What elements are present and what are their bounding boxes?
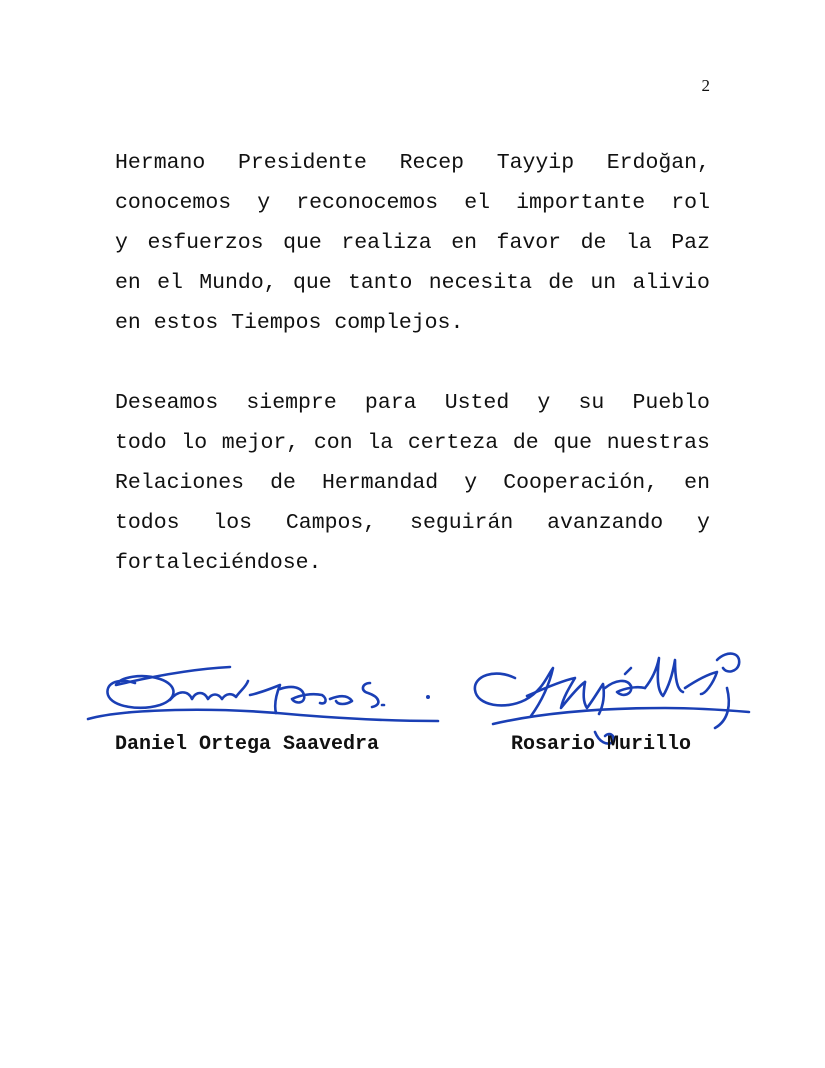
word: y — [464, 471, 478, 495]
text-line — [115, 143, 710, 183]
text-line — [115, 463, 710, 503]
text-line — [115, 543, 710, 583]
word: realiza — [341, 231, 432, 255]
word: Pueblo — [632, 391, 710, 415]
word: que — [553, 431, 593, 455]
word: mejor, — [221, 431, 300, 455]
word: avanzando — [547, 511, 664, 535]
word: lo — [181, 431, 208, 455]
word: el — [157, 271, 183, 295]
word: siempre — [246, 391, 337, 415]
word: todo — [115, 431, 167, 455]
word: un — [590, 271, 617, 295]
word: Paz — [671, 231, 710, 255]
text-line — [115, 183, 710, 223]
word: en — [115, 271, 141, 295]
word: alivio — [632, 271, 710, 295]
word: su — [578, 391, 605, 415]
word: y — [697, 511, 710, 535]
word: y — [537, 391, 551, 415]
signature-right-graphic — [465, 628, 755, 748]
word: necesita — [428, 271, 532, 295]
word: Erdoğan, — [606, 151, 710, 175]
word: que — [292, 271, 332, 295]
page-number: 2 — [701, 76, 710, 95]
word: esfuerzos — [147, 231, 264, 255]
text-line — [115, 223, 710, 263]
word: Mundo, — [199, 271, 277, 295]
word: Cooperación, — [503, 471, 659, 495]
word: de — [270, 471, 296, 495]
word: Usted — [444, 391, 510, 415]
word: y — [257, 191, 271, 215]
word: Hermano — [115, 151, 206, 175]
word: Recep — [399, 151, 465, 175]
signer-name-right: Rosario Murillo — [511, 733, 692, 756]
word: la — [367, 431, 394, 455]
word: de — [548, 271, 575, 295]
text-line — [115, 423, 710, 463]
word: de — [512, 431, 539, 455]
text-line — [115, 263, 710, 303]
word: que — [283, 231, 322, 255]
word: seguirán — [410, 511, 514, 535]
word: reconocemos — [296, 191, 439, 215]
word: certeza — [407, 431, 499, 455]
word: fortaleciéndose. — [115, 551, 322, 575]
word: nuestras — [606, 431, 710, 455]
word: importante — [516, 191, 646, 215]
word: en — [451, 231, 478, 255]
word: conocemos — [115, 191, 232, 215]
word: y — [115, 231, 128, 255]
word: Presidente — [237, 151, 367, 175]
word: para — [364, 391, 417, 415]
paragraph-wishes — [115, 383, 710, 583]
word: Campos, — [285, 511, 377, 535]
word: con — [313, 431, 353, 455]
word: el — [464, 191, 491, 215]
word: Relaciones — [115, 471, 245, 495]
text-line — [115, 383, 710, 423]
word: en — [684, 471, 710, 495]
word: todos — [115, 511, 180, 535]
word: los — [213, 511, 253, 535]
text-line — [115, 503, 710, 543]
word: tanto — [347, 271, 413, 295]
signature-left-graphic — [80, 655, 442, 735]
word: favor — [496, 231, 562, 255]
word: Tayyip — [496, 151, 575, 175]
word: Hermandad — [322, 471, 439, 495]
word: en estos Tiempos complejos. — [115, 311, 464, 335]
text-line — [115, 303, 710, 343]
word: Deseamos — [115, 391, 219, 415]
word: rol — [671, 191, 710, 215]
paragraph-greeting — [115, 143, 710, 343]
signer-name-left: Daniel Ortega Saavedra — [115, 733, 380, 756]
word: la — [625, 231, 652, 255]
word: de — [580, 231, 607, 255]
